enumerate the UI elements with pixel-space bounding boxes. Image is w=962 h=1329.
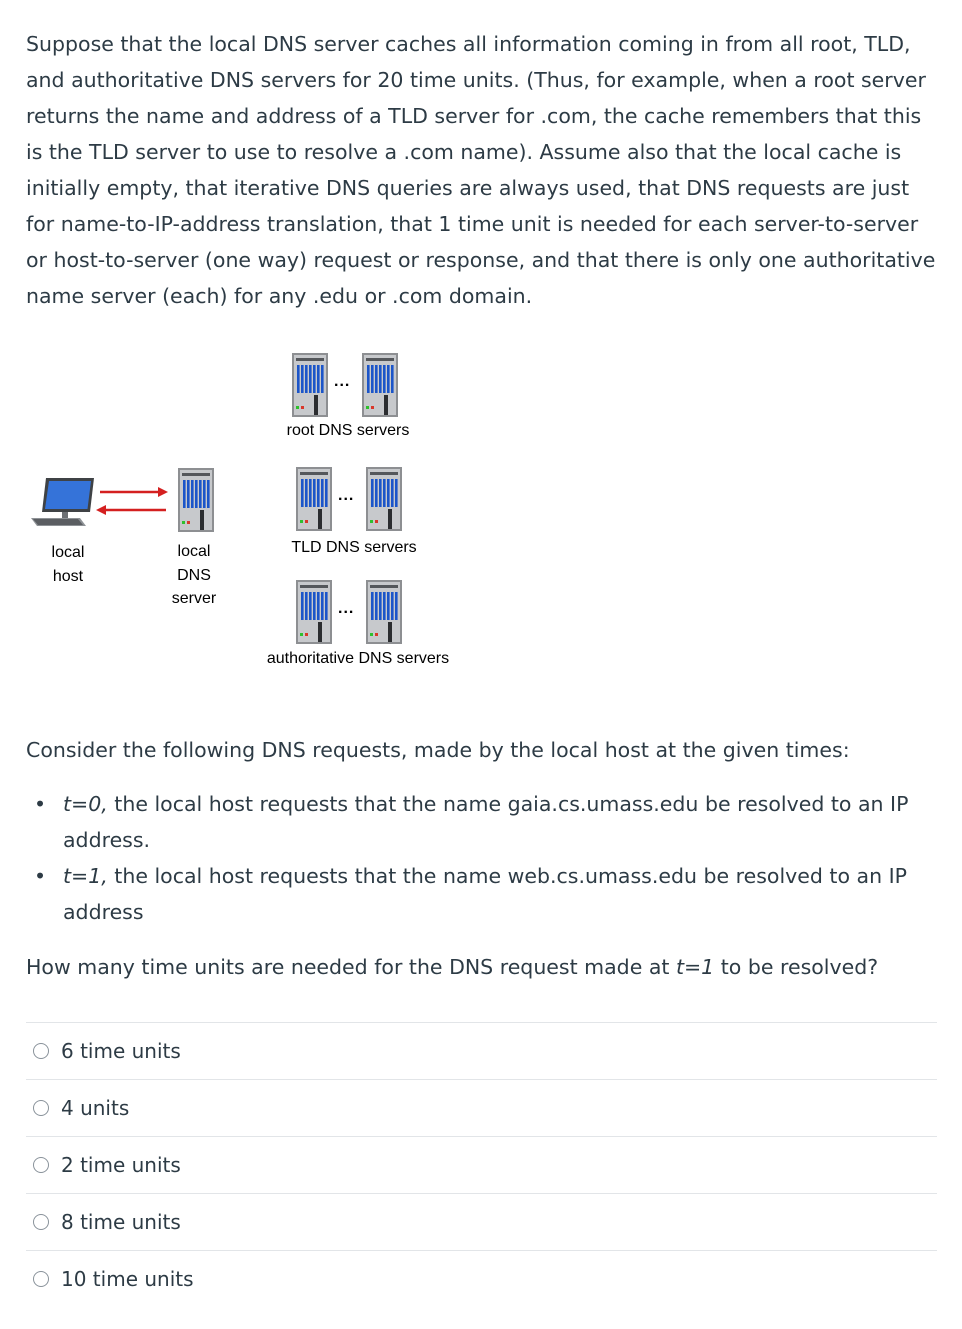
radio-button[interactable] [33, 1043, 49, 1059]
answer-option[interactable]: 8 time units [26, 1193, 937, 1250]
root-servers-label: root DNS servers [286, 422, 410, 439]
local-dns-server-icon [178, 468, 214, 532]
tld-server-icon [296, 467, 332, 531]
authoritative-servers-label: authoritative DNS servers [266, 650, 450, 667]
radio-button[interactable] [33, 1271, 49, 1287]
answer-option[interactable]: 4 units [26, 1079, 937, 1136]
question-text: How many time units are needed for the DNS request made at t=1 to be resolved? [26, 955, 879, 979]
consider-paragraph: Consider the following DNS requests, made by the local host at the given times: [26, 738, 850, 762]
radio-button[interactable] [33, 1214, 49, 1230]
requests-list [26, 786, 926, 930]
list-item: • t=1, the local host requests that the name web.cs.umass.edu be resolved to an IP address [26, 858, 926, 930]
answer-option[interactable]: 6 time units [26, 1022, 937, 1079]
local-dns-label: local DNS server [171, 543, 217, 607]
answer-options [26, 1022, 937, 1307]
tld-server-icon [366, 467, 402, 531]
answer-option[interactable]: 10 time units [26, 1250, 937, 1307]
tld-servers-label: TLD DNS servers [291, 539, 417, 556]
root-server-icon [292, 353, 328, 417]
radio-button[interactable] [33, 1100, 49, 1116]
local-host-label: local host [51, 544, 85, 585]
request-response-arrows [94, 484, 170, 520]
list-item: • t=0, the local host requests that the name gaia.cs.umass.edu be resolved to an IP address. [26, 786, 926, 858]
authoritative-server-icon [296, 580, 332, 644]
authoritative-ellipsis: ... [338, 600, 355, 617]
root-server-icon [362, 353, 398, 417]
radio-button[interactable] [33, 1157, 49, 1173]
answer-option[interactable]: 2 time units [26, 1136, 937, 1193]
computer-icon [28, 472, 100, 536]
root-ellipsis: ... [334, 373, 351, 390]
intro-paragraph: Suppose that the local DNS server caches all information coming in from all root, TLD, and authoritative DNS servers for 20 time units. (Thus, for example, when a root server returns the name and address of a TLD server for .com, the cache remembers that this is the TLD server to use to resolve a .com name). Assume also that the local cache is initially empty, that iterative DNS queries are always used, that DNS requests are just for name-to-IP-address translation, that 1 time unit is needed for each server-to-server or host-to-server (one way) request or response, and that there is only one authoritative name server (each) for any .edu or .com domain. [26, 32, 936, 308]
tld-ellipsis: ... [338, 487, 355, 504]
authoritative-server-icon [366, 580, 402, 644]
